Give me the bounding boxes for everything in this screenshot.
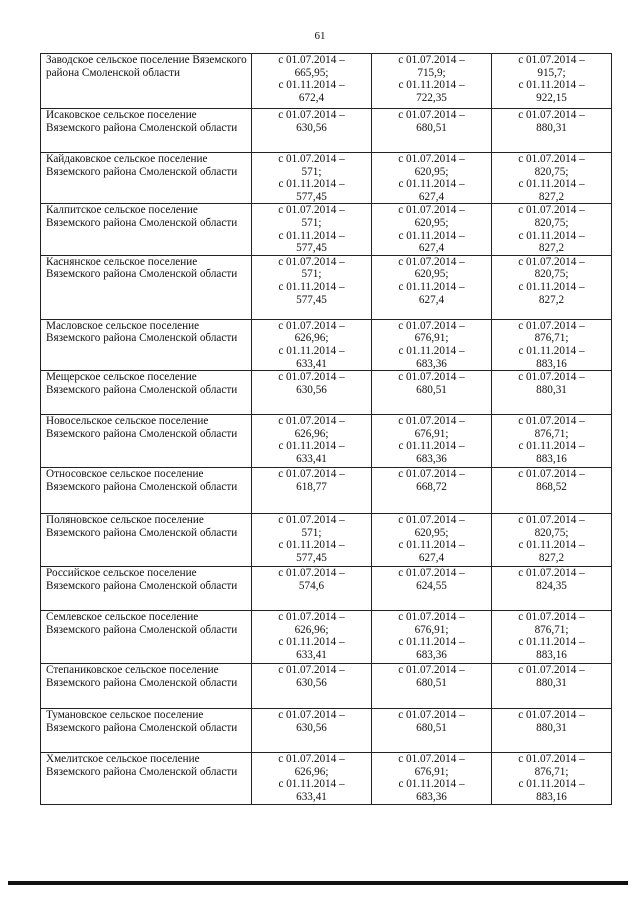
tariff-line: с 01.07.2014 – xyxy=(278,255,345,268)
tariff-line: 672,4 xyxy=(298,91,325,104)
tariff-line: с 01.07.2014 – xyxy=(398,709,465,722)
tariff-line: 630,56 xyxy=(296,383,327,396)
tariff-line: 633,41 xyxy=(296,452,327,465)
table-row xyxy=(41,109,612,153)
tariff-line: 820,75; xyxy=(534,216,569,229)
tariff-line: 665,95; xyxy=(294,66,329,79)
tariff-line: 683,36 xyxy=(416,648,447,661)
table-row xyxy=(41,709,612,753)
tariff-line: 676,91; xyxy=(414,623,449,636)
tariff-line: 827,2 xyxy=(538,293,565,306)
table-row xyxy=(41,567,612,611)
table-row xyxy=(41,514,612,567)
tariff-line: с 01.07.2014 – xyxy=(278,371,345,384)
tariff-line: с 01.11.2014 – xyxy=(278,636,345,649)
tariff-cell-col-2 xyxy=(372,468,492,514)
tariff-cell-col-3 xyxy=(492,204,612,255)
tariff-line: 633,41 xyxy=(296,790,327,803)
settlement-name-cell: Исаковское сельское поселение Вяземского района Смоленской области xyxy=(41,109,252,153)
tariff-line: с 01.11.2014 – xyxy=(518,539,585,552)
tariff-line: 620,95; xyxy=(414,526,449,539)
tariff-line: с 01.07.2014 – xyxy=(278,319,345,332)
tariff-line: с 01.07.2014 – xyxy=(518,611,585,624)
tariff-line: с 01.07.2014 – xyxy=(278,109,345,121)
tariff-line: с 01.07.2014 – xyxy=(518,514,585,527)
tariff-line: с 01.07.2014 – xyxy=(518,567,585,580)
tariff-line: с 01.11.2014 – xyxy=(518,636,585,649)
tariff-line: 627,4 xyxy=(418,242,445,255)
tariff-line: с 01.07.2014 – xyxy=(518,255,585,268)
tariff-line: 577,45 xyxy=(296,551,327,564)
tariff-line: с 01.11.2014 – xyxy=(398,344,465,357)
tariff-line: 820,75; xyxy=(534,268,569,281)
tariff-line: с 01.11.2014 – xyxy=(398,636,465,649)
tariff-line: с 01.11.2014 – xyxy=(398,79,465,92)
tariff-cell-col-1 xyxy=(252,611,372,664)
tariff-line: 824,35 xyxy=(536,579,567,592)
settlement-name-cell: Российское сельское поселение Вяземского района Смоленской области xyxy=(41,567,252,611)
tariff-line: 880,31 xyxy=(536,676,567,689)
page-number: 61 xyxy=(314,30,326,42)
tariff-line: с 01.07.2014 – xyxy=(518,371,585,384)
tariff-line: 577,45 xyxy=(296,190,327,203)
tariff-line: 820,75; xyxy=(534,526,569,539)
tariff-line: с 01.07.2014 – xyxy=(398,611,465,624)
tariff-line: 876,71; xyxy=(534,427,569,440)
table-row xyxy=(41,54,612,109)
tariff-cell-col-2 xyxy=(372,109,492,153)
tariff-cell-col-2 xyxy=(372,753,492,804)
tariff-line: 680,51 xyxy=(416,383,447,396)
tariff-cell-col-2 xyxy=(372,371,492,415)
tariff-line: 571; xyxy=(301,165,322,178)
tariff-cell-col-1 xyxy=(252,567,372,611)
tariff-line: с 01.07.2014 – xyxy=(518,153,585,165)
tariff-line: 571; xyxy=(301,216,322,229)
tariff-line: 880,31 xyxy=(536,721,567,734)
tariff-line: с 01.07.2014 – xyxy=(278,753,345,766)
tariff-cell-col-3 xyxy=(492,709,612,753)
tariff-line: 820,75; xyxy=(534,165,569,178)
tariff-line: 630,56 xyxy=(296,676,327,689)
tariff-line: 676,91; xyxy=(414,765,449,778)
tariff-line: с 01.07.2014 – xyxy=(518,109,585,121)
tariff-line: с 01.07.2014 – xyxy=(518,709,585,722)
tariff-line: 915,7; xyxy=(537,66,566,79)
tariff-line: 626,96; xyxy=(294,623,329,636)
tariff-cell-col-2 xyxy=(372,255,492,319)
tariff-line: 683,36 xyxy=(416,357,447,370)
tariff-line: 827,2 xyxy=(538,242,565,255)
tariff-cell-col-3 xyxy=(492,468,612,514)
tariff-line: с 01.07.2014 – xyxy=(398,255,465,268)
tariff-line: с 01.07.2014 – xyxy=(518,54,585,66)
tariff-line: 883,16 xyxy=(536,790,567,803)
tariff-line: 683,36 xyxy=(416,452,447,465)
tariff-cell-col-2 xyxy=(372,153,492,204)
tariff-line: 883,16 xyxy=(536,648,567,661)
settlement-name-cell: Масловское сельское поселение Вяземского района Смоленской области xyxy=(41,319,252,370)
tariff-line: с 01.07.2014 – xyxy=(278,204,345,217)
tariff-cell-col-3 xyxy=(492,753,612,804)
tariff-line: с 01.07.2014 – xyxy=(398,567,465,580)
tariff-line: с 01.07.2014 – xyxy=(398,153,465,165)
settlement-name-cell: Каснянское сельское поселение Вяземского района Смоленской области xyxy=(41,255,252,319)
tariff-line: с 01.07.2014 – xyxy=(278,611,345,624)
tariff-line: 624,55 xyxy=(416,579,447,592)
tariff-line: с 01.11.2014 – xyxy=(398,778,465,791)
tariff-line: 683,36 xyxy=(416,790,447,803)
tariff-line: с 01.11.2014 – xyxy=(518,778,585,791)
tariff-line: 626,96; xyxy=(294,427,329,440)
tariff-line: с 01.07.2014 – xyxy=(278,567,345,580)
tariff-line: с 01.07.2014 – xyxy=(398,415,465,428)
settlement-name-cell: Поляновское сельское поселение Вяземского района Смоленской области xyxy=(41,514,252,567)
tariff-cell-col-2 xyxy=(372,319,492,370)
tariff-line: 876,71; xyxy=(534,332,569,345)
tariff-line: 577,45 xyxy=(296,293,327,306)
table-row xyxy=(41,255,612,319)
tariff-cell-col-2 xyxy=(372,664,492,709)
tariff-cell-col-1 xyxy=(252,753,372,804)
tariff-line: с 01.07.2014 – xyxy=(518,753,585,766)
tariff-line: 627,4 xyxy=(418,293,445,306)
tariff-cell-col-2 xyxy=(372,415,492,468)
tariff-line: с 01.07.2014 – xyxy=(398,109,465,121)
tariff-cell-col-3 xyxy=(492,255,612,319)
tariff-line: с 01.11.2014 – xyxy=(278,229,345,242)
tariff-line: 876,71; xyxy=(534,623,569,636)
tariff-line: 620,95; xyxy=(414,268,449,281)
tariff-line: с 01.07.2014 – xyxy=(398,753,465,766)
tariff-line: 922,15 xyxy=(536,91,567,104)
tariff-line: 880,31 xyxy=(536,383,567,396)
tariff-cell-col-2 xyxy=(372,611,492,664)
table-row xyxy=(41,753,612,804)
tariff-cell-col-2 xyxy=(372,709,492,753)
tariff-line: 827,2 xyxy=(538,190,565,203)
tariff-line: 722,35 xyxy=(416,91,447,104)
tariff-table-body xyxy=(41,54,612,805)
tariff-line: с 01.11.2014 – xyxy=(518,178,585,191)
tariff-line: с 01.11.2014 – xyxy=(398,280,465,293)
tariff-line: с 01.07.2014 – xyxy=(278,153,345,165)
tariff-cell-col-1 xyxy=(252,153,372,204)
table-row xyxy=(41,204,612,255)
table-row xyxy=(41,371,612,415)
settlement-name-cell: Калпитское сельское поселение Вяземского района Смоленской области xyxy=(41,204,252,255)
tariff-line: с 01.07.2014 – xyxy=(518,415,585,428)
tariff-line: 676,91; xyxy=(414,427,449,440)
tariff-line: с 01.07.2014 – xyxy=(398,468,465,481)
tariff-line: с 01.11.2014 – xyxy=(278,539,345,552)
tariff-line: с 01.11.2014 – xyxy=(518,229,585,242)
tariff-cell-col-2 xyxy=(372,204,492,255)
tariff-line: с 01.11.2014 – xyxy=(278,344,345,357)
tariff-cell-col-3 xyxy=(492,319,612,370)
tariff-line: 620,95; xyxy=(414,165,449,178)
settlement-name-cell: Мещерское сельское поселение Вяземского района Смоленской области xyxy=(41,371,252,415)
tariff-line: с 01.07.2014 – xyxy=(398,514,465,527)
settlement-name-cell: Относовское сельское поселение Вяземского района Смоленской области xyxy=(41,468,252,514)
tariff-line: с 01.07.2014 – xyxy=(398,319,465,332)
tariff-line: 876,71; xyxy=(534,765,569,778)
settlement-name-cell: Кайдаковское сельское поселение Вяземского района Смоленской области xyxy=(41,153,252,204)
tariff-line: с 01.11.2014 – xyxy=(278,440,345,453)
settlement-name-cell: Тумановское сельское поселение Вяземского района Смоленской области xyxy=(41,709,252,753)
table-row xyxy=(41,664,612,709)
tariff-line: с 01.11.2014 – xyxy=(518,280,585,293)
tariff-cell-col-3 xyxy=(492,109,612,153)
tariff-cell-col-1 xyxy=(252,371,372,415)
tariff-line: с 01.07.2014 – xyxy=(518,319,585,332)
tariff-cell-col-3 xyxy=(492,54,612,109)
tariff-cell-col-1 xyxy=(252,109,372,153)
tariff-cell-col-1 xyxy=(252,204,372,255)
tariff-line: с 01.07.2014 – xyxy=(278,514,345,527)
tariff-line: 633,41 xyxy=(296,648,327,661)
tariff-table xyxy=(40,53,612,805)
tariff-line: 577,45 xyxy=(296,242,327,255)
tariff-cell-col-1 xyxy=(252,709,372,753)
tariff-line: 680,51 xyxy=(416,721,447,734)
tariff-line: 630,56 xyxy=(296,721,327,734)
tariff-line: 633,41 xyxy=(296,357,327,370)
tariff-line: с 01.11.2014 – xyxy=(278,178,345,191)
tariff-line: с 01.07.2014 – xyxy=(518,468,585,481)
tariff-line: 868,52 xyxy=(536,480,567,493)
tariff-line: 620,95; xyxy=(414,216,449,229)
tariff-line: с 01.07.2014 – xyxy=(518,664,585,677)
tariff-cell-col-1 xyxy=(252,415,372,468)
table-row xyxy=(41,611,612,664)
tariff-line: 883,16 xyxy=(536,452,567,465)
tariff-cell-col-1 xyxy=(252,514,372,567)
settlement-name-cell: Семлевское сельское поселение Вяземского района Смоленской области xyxy=(41,611,252,664)
tariff-line: 676,91; xyxy=(414,332,449,345)
tariff-cell-col-2 xyxy=(372,54,492,109)
tariff-line: с 01.07.2014 – xyxy=(278,664,345,677)
tariff-cell-col-3 xyxy=(492,664,612,709)
tariff-line: с 01.07.2014 – xyxy=(278,54,345,66)
table-row xyxy=(41,153,612,204)
tariff-line: с 01.07.2014 – xyxy=(518,204,585,217)
tariff-cell-col-2 xyxy=(372,514,492,567)
tariff-line: 571; xyxy=(301,268,322,281)
tariff-line: с 01.07.2014 – xyxy=(278,468,345,481)
tariff-line: 827,2 xyxy=(538,551,565,564)
tariff-cell-col-1 xyxy=(252,319,372,370)
tariff-line: с 01.11.2014 – xyxy=(398,178,465,191)
tariff-line: 626,96; xyxy=(294,332,329,345)
tariff-line: с 01.11.2014 – xyxy=(518,79,585,92)
tariff-line: 883,16 xyxy=(536,357,567,370)
tariff-cell-col-1 xyxy=(252,664,372,709)
tariff-cell-col-2 xyxy=(372,567,492,611)
tariff-cell-col-1 xyxy=(252,255,372,319)
tariff-cell-col-3 xyxy=(492,611,612,664)
tariff-line: с 01.11.2014 – xyxy=(398,229,465,242)
tariff-line: 680,51 xyxy=(416,121,447,134)
tariff-line: 668,72 xyxy=(416,480,447,493)
tariff-line: 880,31 xyxy=(536,121,567,134)
tariff-line: 618,77 xyxy=(296,480,327,493)
tariff-line: 571; xyxy=(301,526,322,539)
tariff-line: с 01.11.2014 – xyxy=(278,79,345,92)
tariff-cell-col-1 xyxy=(252,468,372,514)
tariff-line: с 01.11.2014 – xyxy=(278,778,345,791)
tariff-cell-col-3 xyxy=(492,514,612,567)
bottom-rule xyxy=(8,881,628,885)
tariff-cell-col-3 xyxy=(492,153,612,204)
tariff-line: 627,4 xyxy=(418,190,445,203)
settlement-name-cell: Заводское сельское поселение Вяземского района Смоленской области xyxy=(41,54,252,109)
tariff-line: с 01.07.2014 – xyxy=(278,709,345,722)
tariff-line: с 01.07.2014 – xyxy=(278,415,345,428)
tariff-line: с 01.07.2014 – xyxy=(398,371,465,384)
tariff-line: 680,51 xyxy=(416,676,447,689)
settlement-name-cell: Новосельское сельское поселение Вяземского района Смоленской области xyxy=(41,415,252,468)
tariff-line: 626,96; xyxy=(294,765,329,778)
tariff-line: 630,56 xyxy=(296,121,327,134)
tariff-line: с 01.11.2014 – xyxy=(518,344,585,357)
tariff-line: 627,4 xyxy=(418,551,445,564)
tariff-cell-col-3 xyxy=(492,415,612,468)
settlement-name-cell: Хмелитское сельское поселение Вяземского района Смоленской области xyxy=(41,753,252,804)
tariff-line: 574,6 xyxy=(298,579,325,592)
tariff-line: с 01.07.2014 – xyxy=(398,54,465,66)
tariff-line: с 01.07.2014 – xyxy=(398,204,465,217)
tariff-line: с 01.11.2014 – xyxy=(398,539,465,552)
tariff-line: с 01.11.2014 – xyxy=(278,280,345,293)
tariff-cell-col-3 xyxy=(492,371,612,415)
tariff-line: с 01.11.2014 – xyxy=(518,440,585,453)
tariff-cell-col-1 xyxy=(252,54,372,109)
tariff-line: с 01.07.2014 – xyxy=(398,664,465,677)
table-row xyxy=(41,415,612,468)
table-row xyxy=(41,468,612,514)
tariff-cell-col-3 xyxy=(492,567,612,611)
tariff-line: 715,9; xyxy=(417,66,446,79)
tariff-line: с 01.11.2014 – xyxy=(398,440,465,453)
table-row xyxy=(41,319,612,370)
settlement-name-cell: Степаниковское сельское поселение Вяземского района Смоленской области xyxy=(41,664,252,709)
